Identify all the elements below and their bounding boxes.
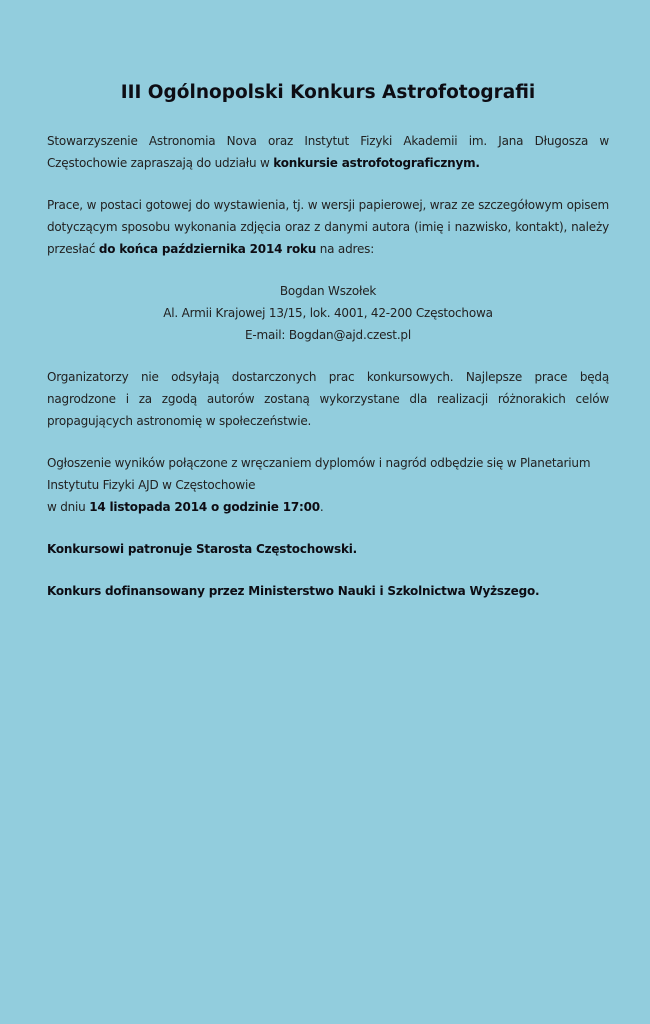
results-paragraph <box>47 452 609 518</box>
email-label: E-mail: <box>245 328 289 342</box>
intro-text: Stowarzyszenie Astronomia Nova oraz Instytut Fizyki Akademii im. Jana Długosza w Częstochowie zapraszają do udziału w <box>47 134 609 170</box>
submission-tail: na adres: <box>316 242 375 256</box>
address-name: Bogdan Wszołek <box>279 284 377 298</box>
results-line-3-prefix: w dniu <box>47 500 90 514</box>
intro-bold: konkursie astrofotograficznym. <box>273 156 480 170</box>
page-title: III Ogólnopolski Konkurs Astrofotografii <box>120 82 536 103</box>
submission-deadline: do końca października 2014 roku <box>98 242 317 256</box>
intro-paragraph <box>47 130 609 174</box>
funding-line: Konkurs dofinansowany przez Ministerstwo Nauki i Szkolnictwa Wyższego. <box>47 584 540 598</box>
results-line-2: Instytutu Fizyki AJD w Częstochowie <box>47 478 256 492</box>
patron-line: Konkursowi patronuje Starosta Częstochowski. <box>47 542 358 556</box>
email-address: Bogdan@ajd.czest.pl <box>288 328 411 342</box>
submission-text: Prace, w postaci gotowej do wystawienia, tj. w wersji papierowej, wraz ze szczegółowym opisem dotyczącym sposobu wykonania zdjęcia oraz z danymi autora (imię i nazwisko, kontakt), należy przesłać <box>47 198 609 256</box>
address-street: Al. Armii Krajowej 13/15, lok. 4001, 42-200 Częstochowa <box>163 306 493 320</box>
organizers-paragraph: Organizatorzy nie odsyłają dostarczonych prac konkursowych. Najlepsze prace będą nagrodzone i za zgodą autorów zostaną wykorzystane dla realizacji różnorakich celów propagujących astronomię w społeczeństwie. <box>47 370 609 428</box>
address-email-line <box>47 324 609 346</box>
address-block <box>47 280 609 346</box>
results-line-1: Ogłoszenie wyników połączone z wręczaniem dyplomów i nagród odbędzie się w Planetarium <box>47 456 591 470</box>
results-date: 14 listopada 2014 o godzinie 17:00 <box>89 500 320 514</box>
announcement-content <box>47 80 609 622</box>
results-line-3-suffix: . <box>319 500 324 514</box>
submission-paragraph <box>47 194 609 260</box>
